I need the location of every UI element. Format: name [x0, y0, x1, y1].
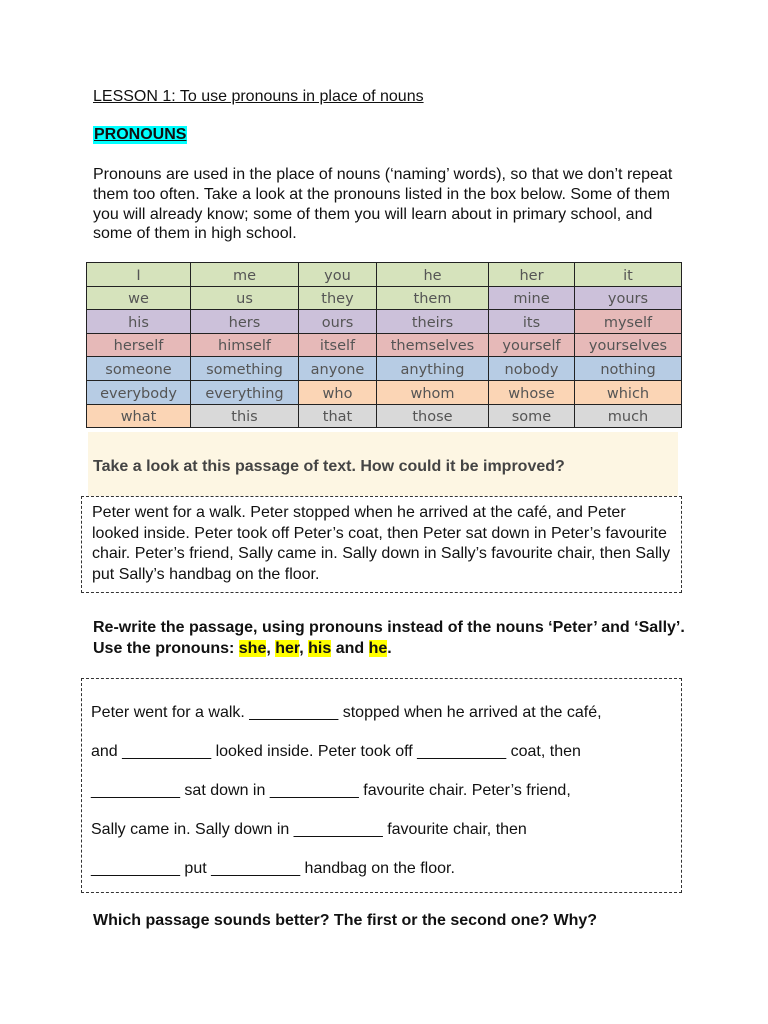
- final-question: Which passage sounds better? The first or the second one? Why?: [93, 912, 598, 929]
- pronoun-cell: you: [299, 263, 377, 287]
- pronoun-cell: its: [489, 310, 575, 334]
- pronoun-cell: his: [87, 310, 191, 334]
- passage-text: Peter went for a walk. Peter stopped when he arrived at the café, and Peter looked inside. Peter took off Peter’s coat, then Peter sat down in Peter’s favourite chair. Peter’s friend, Sally came in. Sally down in Sally’s favourite chair, then Sally put Sally’s handbag on the floor.: [92, 504, 671, 583]
- pronoun-cell: everything: [191, 380, 299, 404]
- pronoun-cell: yourselves: [575, 333, 682, 357]
- pronoun-cell: who: [299, 380, 377, 404]
- table-row: [87, 380, 682, 404]
- pronoun-cell: himself: [191, 333, 299, 357]
- pronoun-highlight-his: his: [308, 639, 332, 657]
- pronoun-highlight-her: her: [275, 639, 300, 657]
- instruction-separator: ,: [266, 639, 276, 657]
- pronoun-cell: they: [299, 286, 377, 310]
- pronoun-cell: her: [489, 263, 575, 287]
- pronoun-cell: those: [377, 404, 489, 428]
- pronoun-cell: myself: [575, 310, 682, 334]
- pronoun-cell: much: [575, 404, 682, 428]
- pronoun-cell: anyone: [299, 357, 377, 381]
- pronoun-cell: them: [377, 286, 489, 310]
- instruction-conjunction: and: [331, 639, 369, 657]
- pronoun-cell: something: [191, 357, 299, 381]
- pronoun-cell: whom: [377, 380, 489, 404]
- pronoun-cell: anything: [377, 357, 489, 381]
- pronoun-cell: yours: [575, 286, 682, 310]
- pronoun-cell: nothing: [575, 357, 682, 381]
- pronoun-cell: theirs: [377, 310, 489, 334]
- section-heading: PRONOUNS: [94, 126, 187, 143]
- lesson-title: LESSON 1: To use pronouns in place of nouns: [93, 88, 424, 105]
- pronoun-highlight-he: he: [368, 639, 388, 657]
- rewrite-line[interactable]: Sally came in. Sally down in __________ favourite chair, then: [91, 821, 527, 838]
- prompt-question: Take a look at this passage of text. How could it be improved?: [93, 458, 565, 475]
- pronoun-cell: someone: [87, 357, 191, 381]
- pronoun-highlight-she: she: [238, 639, 267, 657]
- pronoun-cell: we: [87, 286, 191, 310]
- rewrite-line[interactable]: __________ put __________ handbag on the floor.: [91, 860, 455, 877]
- pronoun-cell: ours: [299, 310, 377, 334]
- instruction-separator: ,: [299, 639, 309, 657]
- pronoun-cell: whose: [489, 380, 575, 404]
- pronoun-cell: that: [299, 404, 377, 428]
- pronoun-cell: themselves: [377, 333, 489, 357]
- rewrite-line[interactable]: __________ sat down in __________ favourite chair. Peter’s friend,: [91, 782, 571, 799]
- table-row: [87, 357, 682, 381]
- pronoun-cell: hers: [191, 310, 299, 334]
- rewrite-line[interactable]: Peter went for a walk. __________ stopped when he arrived at the café,: [91, 704, 602, 721]
- pronoun-table: [86, 262, 682, 428]
- table-row: [87, 286, 682, 310]
- pronoun-cell: me: [191, 263, 299, 287]
- pronoun-cell: mine: [489, 286, 575, 310]
- pronoun-cell: us: [191, 286, 299, 310]
- pronoun-cell: he: [377, 263, 489, 287]
- pronoun-cell: this: [191, 404, 299, 428]
- table-row: [87, 310, 682, 334]
- intro-paragraph: Pronouns are used in the place of nouns (‘naming’ words), so that we don’t repeat them too often. Take a look at the pronouns listed in the box below. Some of them you will already know; some of them you will learn about in primary school, and some of them in high school.: [93, 166, 673, 243]
- instruction-end: .: [387, 639, 392, 657]
- pronoun-cell: nobody: [489, 357, 575, 381]
- pronoun-cell: everybody: [87, 380, 191, 404]
- pronoun-cell: which: [575, 380, 682, 404]
- instruction-text: Re-write the passage, using pronouns instead of the nouns ‘Peter’ and ‘Sally’. Use the pronouns:: [93, 619, 685, 657]
- pronoun-cell: itself: [299, 333, 377, 357]
- rewrite-line[interactable]: and __________ looked inside. Peter took off __________ coat, then: [91, 743, 581, 760]
- table-row: [87, 263, 682, 287]
- pronoun-cell: I: [87, 263, 191, 287]
- pronoun-cell: herself: [87, 333, 191, 357]
- table-row: [87, 333, 682, 357]
- pronoun-cell: it: [575, 263, 682, 287]
- pronoun-cell: what: [87, 404, 191, 428]
- pronoun-cell: yourself: [489, 333, 575, 357]
- pronoun-cell: some: [489, 404, 575, 428]
- rewrite-instruction: [93, 618, 693, 659]
- table-row: [87, 404, 682, 428]
